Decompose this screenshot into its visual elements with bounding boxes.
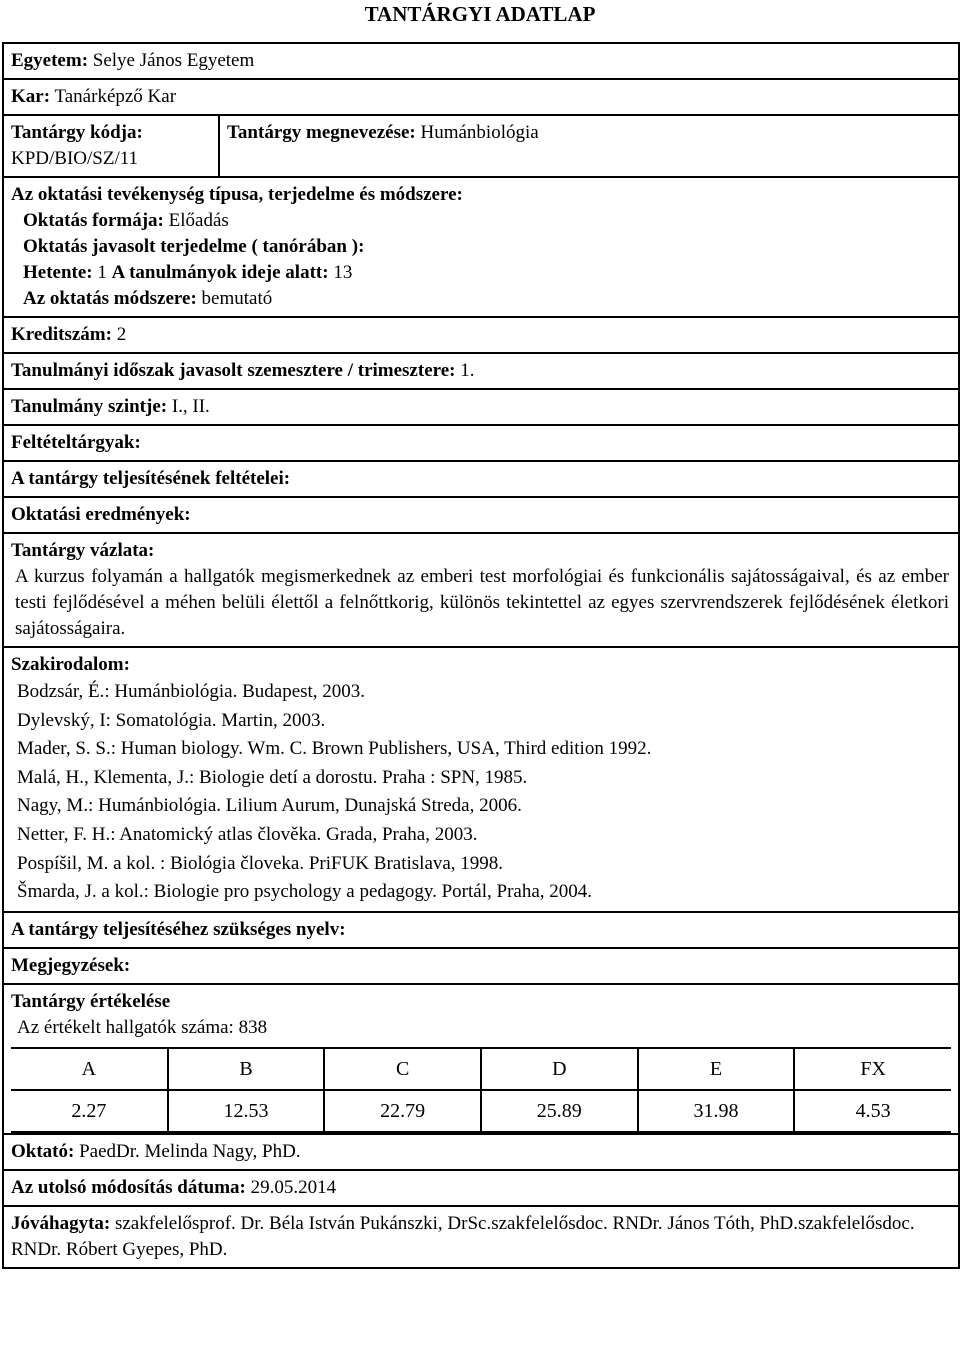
grade-value: 31.98 (638, 1090, 795, 1132)
teacher-value: PaedDr. Melinda Nagy, PhD. (79, 1140, 301, 1162)
faculty-label: Kar: (11, 86, 51, 107)
semester-row (4, 354, 958, 390)
level-label: Tanulmány szintje: (11, 396, 168, 417)
form-value: Előadás (168, 210, 229, 231)
total-value: 13 (333, 262, 353, 283)
university-label: Egyetem: (11, 50, 89, 71)
literature-item: Mader, S. S.: Human biology. Wm. C. Brown Publishers, USA, Third edition 1992. (17, 738, 652, 760)
weekly-value: 1 (97, 262, 107, 283)
grade-table (11, 1047, 951, 1133)
level-row (4, 390, 958, 426)
semester-value: 1. (460, 360, 475, 381)
grade-value: 4.53 (794, 1090, 951, 1132)
approved-label: Jóváhagyta: (11, 1212, 111, 1234)
faculty-row (4, 80, 958, 116)
outline-label: Tantárgy vázlata: (11, 540, 155, 561)
grade-cell: C (324, 1048, 481, 1090)
literature-list (11, 678, 951, 907)
course-id-row (4, 116, 958, 178)
credits-value: 2 (116, 324, 127, 345)
literature-item: Šmarda, J. a kol.: Biologie pro psychology a pedagogy. Portál, Praha, 2004. (17, 881, 593, 903)
notes-row (4, 949, 958, 985)
university-row (4, 44, 958, 80)
form-label: Oktatás formája: (23, 210, 164, 231)
scope-label: Oktatás javasolt terjedelme ( tanórában ): (23, 236, 365, 257)
course-code-cell (4, 116, 220, 176)
evaluation-label: Tantárgy értékelése (11, 990, 171, 1012)
literature-label: Szakirodalom: (11, 654, 130, 675)
grade-cell: B (168, 1048, 325, 1090)
literature-item: Netter, F. H.: Anatomický atlas člověka. Grada, Praha, 2003. (17, 823, 478, 845)
faculty-value: Tanárképző Kar (54, 86, 177, 107)
modified-row (4, 1171, 958, 1207)
approved-row (4, 1207, 958, 1267)
course-code-label: Tantárgy kódja: (11, 122, 143, 143)
outline-row (4, 534, 958, 648)
course-name-cell (220, 116, 958, 176)
teaching-heading: Az oktatási tevékenység típusa, terjedelme és módszere: (11, 184, 463, 205)
semester-label: Tanulmányi időszak javasolt szemesztere / trimesztere: (11, 360, 456, 381)
literature-item: Nagy, M.: Humánbiológia. Lilium Aurum, Dunajská Streda, 2006. (17, 795, 522, 817)
course-code-value: KPD/BIO/SZ/11 (11, 148, 139, 169)
grade-value: 22.79 (324, 1090, 481, 1132)
grade-value: 25.89 (481, 1090, 638, 1132)
modified-label: Az utolsó módosítás dátuma: (11, 1176, 246, 1198)
approved-value: szakfelelősprof. Dr. Béla István Pukánszki, DrSc.szakfelelősdoc. RNDr. János Tóth, PhD.szakfelelősdoc. RNDr. Róbert Gyepes, PhD. (11, 1212, 915, 1260)
grade-value: 12.53 (168, 1090, 325, 1132)
notes-label: Megjegyzések: (11, 954, 131, 976)
modified-value: 29.05.2014 (250, 1176, 337, 1198)
grade-cell: E (638, 1048, 795, 1090)
credits-label: Kreditszám: (11, 324, 112, 345)
level-value: I., II. (171, 396, 210, 417)
method-label: Az oktatás módszere: (23, 288, 197, 309)
grade-value-row (11, 1090, 951, 1132)
literature-item: Pospíšil, M. a kol. : Biológia človeka. PriFUK Bratislava, 1998. (17, 852, 504, 874)
credits-row (4, 318, 958, 354)
method-value: bemutató (201, 288, 273, 309)
evaluation-row (4, 985, 958, 1135)
evaluated-count: Az értékelt hallgatók száma: 838 (17, 1016, 268, 1038)
teacher-row (4, 1135, 958, 1171)
grade-cell: D (481, 1048, 638, 1090)
literature-row (4, 648, 958, 913)
language-label: A tantárgy teljesítéséhez szükséges nyelv: (11, 918, 346, 940)
prerequisites-label: Feltételtárgyak: (11, 432, 141, 453)
page-title: TANTÁRGYI ADATLAP (364, 2, 596, 26)
outcomes-label: Oktatási eredmények: (11, 504, 191, 525)
literature-item: Malá, H., Klementa, J.: Biologie detí a dorostu. Praha : SPN, 1985. (17, 766, 528, 788)
course-name-value: Humánbiológia (420, 122, 539, 143)
course-name-label: Tantárgy megnevezése: (227, 122, 416, 143)
grade-cell: FX (794, 1048, 951, 1090)
grade-cell: A (11, 1048, 168, 1090)
outcomes-row (4, 498, 958, 534)
prerequisites-row (4, 426, 958, 462)
language-row (4, 913, 958, 949)
grade-value: 2.27 (11, 1090, 168, 1132)
teaching-details (11, 208, 951, 312)
teacher-label: Oktató: (11, 1140, 75, 1162)
outline-text: A kurzus folyamán a hallgatók megismerkednek az emberi test morfológiai és funkcionális sajátosságaival, és az ember testi fejlődésével a méhen belüli élettől a felnőttkorig, különös tekintettel az egyes szervrendszerek fejlődésének életkori sajátosságaira. (15, 566, 949, 639)
requirements-label: A tantárgy teljesítésének feltételei: (11, 468, 291, 489)
teaching-row (4, 178, 958, 318)
weekly-label: Hetente: (23, 262, 93, 283)
grade-header-row (11, 1048, 951, 1090)
university-value: Selye János Egyetem (92, 50, 255, 71)
course-datasheet (2, 42, 960, 1269)
requirements-row (4, 462, 958, 498)
total-label: A tanulmányok ideje alatt: (111, 262, 329, 283)
literature-item: Dylevský, I: Somatológia. Martin, 2003. (17, 709, 326, 731)
literature-item: Bodzsár, É.: Humánbiológia. Budapest, 2003. (17, 681, 366, 702)
